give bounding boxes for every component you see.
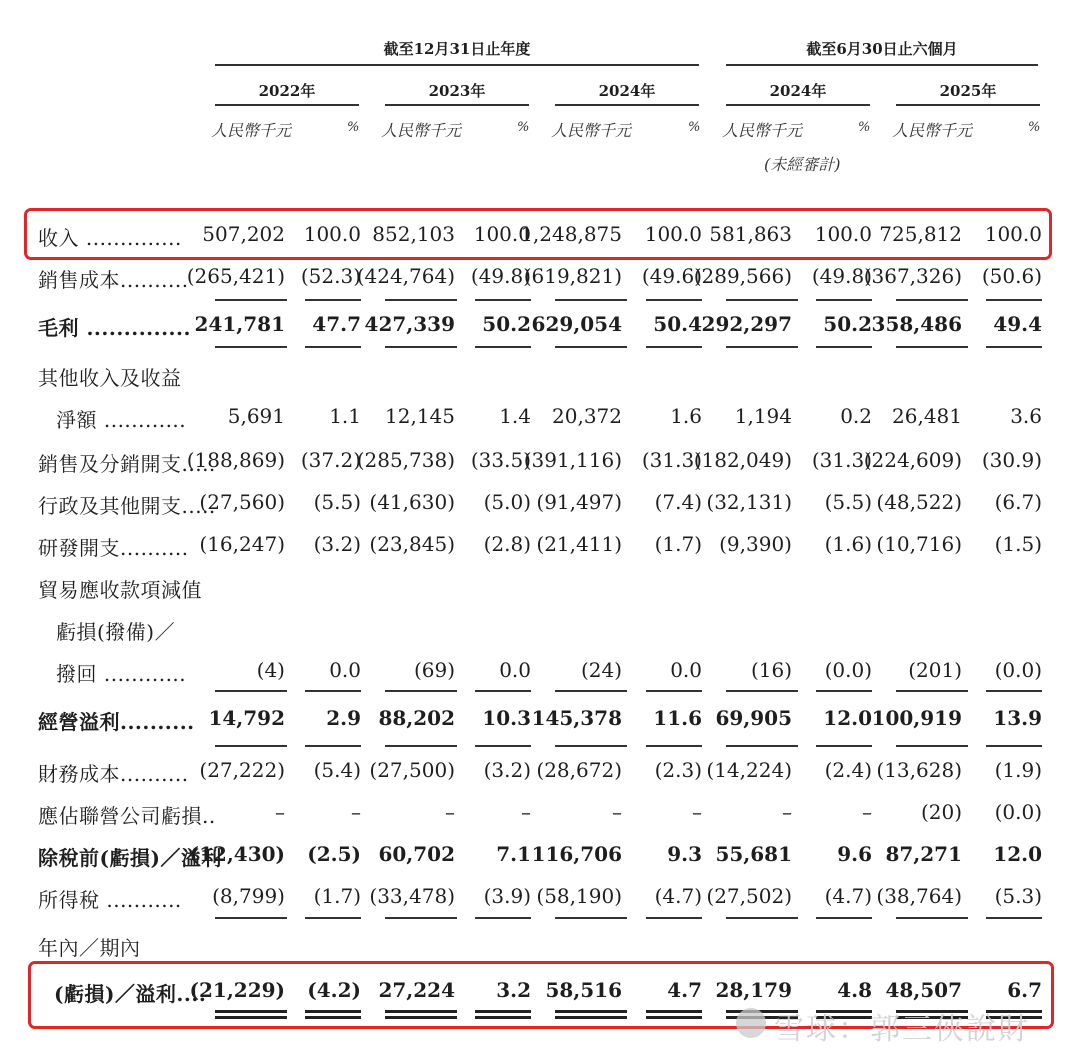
cell-percent: (6.7) [994,490,1042,514]
rule [305,917,361,919]
rule [816,346,872,348]
cell-amount: (391,116) [523,448,622,472]
cell-percent: (49.8) [811,264,872,288]
cell-amount: (27,502) [706,884,792,908]
cell-amount: (23,845) [369,532,455,556]
rule [385,346,457,348]
cell-percent: 1.6 [670,404,702,428]
cell-percent: (50.6) [981,264,1042,288]
cell-amount: 58,516 [545,978,622,1002]
cell-percent: 13.9 [993,706,1042,730]
year-underline [215,104,359,106]
cell-percent: 50.2 [823,312,872,336]
cell-amount: 14,792 [208,706,285,730]
cell-amount: – [612,800,622,824]
row-label: 毛利 .............. [38,316,191,340]
cell-amount: (188,869) [186,448,285,472]
cell-amount: – [445,800,455,824]
rule [896,690,968,692]
cell-amount: 69,905 [715,706,792,730]
cell-percent: 50.2 [482,312,531,336]
cell-amount: (367,326) [863,264,962,288]
cell-percent: 9.3 [667,842,702,866]
cell-amount: (10,716) [876,532,962,556]
cell-percent: – [351,800,361,824]
cell-amount: 292,297 [701,312,792,336]
row-label: 撥回 ............ [56,662,187,686]
cell-amount: (4) [256,658,285,682]
cell-percent: (1.7) [654,532,702,556]
cell-amount: (27,500) [369,758,455,782]
group-underline [215,64,699,66]
cell-amount: 581,863 [709,222,792,246]
row-label: 財務成本.......... [38,762,189,786]
unit-percent-label: % [1028,120,1041,135]
cell-percent: – [862,800,872,824]
rule [726,745,798,747]
cell-amount: (289,566) [693,264,792,288]
cell-percent: (2.4) [824,758,872,782]
cell-percent: (4.2) [307,978,361,1002]
cell-percent: 4.8 [837,978,872,1002]
rule [726,917,798,919]
cell-amount: – [275,800,285,824]
unit-amount-label: 人民幣千元 [551,121,632,140]
highlight-box-revenue [24,208,1052,260]
row-label: 貿易應收款項減值 [38,578,202,602]
rule [986,745,1042,747]
cell-amount: (48,522) [876,490,962,514]
watermark [730,1000,1060,1050]
cell-amount: (619,821) [523,264,622,288]
year-header: 2024年 [769,82,827,100]
cell-percent: – [521,800,531,824]
cell-percent: (1.6) [824,532,872,556]
rule [555,299,627,301]
cell-percent: (0.0) [994,800,1042,824]
cell-percent: (1.9) [994,758,1042,782]
cell-percent: (30.9) [981,448,1042,472]
rule [646,690,702,692]
cell-amount: 145,378 [531,706,622,730]
cell-amount: 358,486 [871,312,962,336]
rule [986,917,1042,919]
unaudited-note: (未經審計) [764,155,841,174]
cell-percent: (3.2) [313,532,361,556]
rule [726,346,798,348]
cell-percent: 100.0 [303,222,361,246]
cell-percent: 12.0 [993,842,1042,866]
rule [816,745,872,747]
rule [896,299,968,301]
cell-amount: 26,481 [892,404,962,428]
cell-percent: (5.5) [824,490,872,514]
cell-percent: (31.3) [641,448,702,472]
cell-percent: (1.5) [994,532,1042,556]
year-underline [726,104,870,106]
rule [475,299,531,301]
cell-amount: 55,681 [715,842,792,866]
cell-percent: (3.2) [483,758,531,782]
row-label: 銷售成本.......... [38,268,189,292]
cell-amount: 87,271 [885,842,962,866]
cell-percent: 0.0 [329,658,361,682]
cell-percent: (49.6) [641,264,702,288]
row-label: 收入 .............. [38,226,182,250]
rule [646,299,702,301]
row-label: 銷售及分銷開支..... [38,452,216,476]
cell-amount: – [782,800,792,824]
cell-percent: (5.0) [483,490,531,514]
cell-percent: (0.0) [994,658,1042,682]
cell-amount: (69) [413,658,455,682]
cell-amount: (27,560) [199,490,285,514]
cell-amount: (14,224) [706,758,792,782]
rule [305,745,361,747]
row-label: 研發開支.......... [38,536,189,560]
cell-amount: (201) [908,658,962,682]
unit-percent-label: % [858,120,871,135]
cell-amount: (21,229) [189,978,285,1002]
unit-amount-label: 人民幣千元 [892,121,973,140]
cell-percent: 0.2 [840,404,872,428]
year-header: 2022年 [258,82,316,100]
cell-percent: 12.0 [823,706,872,730]
row-label: 應佔聯營公司虧損.. [38,804,216,828]
rule [816,690,872,692]
cell-amount: 20,372 [552,404,622,428]
rule [726,299,798,301]
cell-percent: 3.2 [496,978,531,1002]
rule [475,917,531,919]
group-header-six-months: 截至6月30日止六個月 [806,40,958,58]
rule [385,299,457,301]
cell-amount: (33,478) [369,884,455,908]
rule [555,690,627,692]
rule [475,346,531,348]
cell-percent: 10.3 [482,706,531,730]
watermark-logo-icon [736,1008,766,1038]
rule [215,299,287,301]
cell-amount: (182,049) [693,448,792,472]
cell-amount: 427,339 [364,312,455,336]
rule [986,299,1042,301]
unit-percent-label: % [688,120,701,135]
unit-percent-label: % [347,120,360,135]
rule [986,690,1042,692]
rule [816,299,872,301]
rule [555,346,627,348]
row-label: 除稅前(虧損)／溢利 [38,846,222,870]
row-label: 所得稅 ........... [38,888,182,912]
cell-percent: 100.0 [984,222,1042,246]
cell-percent: (2.3) [654,758,702,782]
cell-amount: (21,411) [536,532,622,556]
rule [726,690,798,692]
cell-amount: 60,702 [378,842,455,866]
rule [986,346,1042,348]
cell-percent: (37.2) [300,448,361,472]
cell-amount: 1,194 [734,404,792,428]
cell-amount: (285,738) [356,448,455,472]
cell-percent: 1.4 [499,404,531,428]
rule [215,346,287,348]
row-label: 淨額 ............ [56,408,187,432]
cell-percent: (1.7) [313,884,361,908]
rule [385,690,457,692]
cell-percent: (5.3) [994,884,1042,908]
cell-amount: 27,224 [378,978,455,1002]
rule [385,745,457,747]
cell-percent: (4.7) [824,884,872,908]
cell-percent: 3.6 [1010,404,1042,428]
rule [215,917,287,919]
cell-amount: 48,507 [885,978,962,1002]
rule [896,745,968,747]
cell-amount: (27,222) [199,758,285,782]
year-underline [385,104,529,106]
cell-amount: (32,131) [706,490,792,514]
cell-amount: 507,202 [202,222,285,246]
cell-amount: (16,247) [199,532,285,556]
cell-amount: 725,812 [879,222,962,246]
cell-amount: (41,630) [369,490,455,514]
cell-percent: 4.7 [667,978,702,1002]
cell-percent: (4.7) [654,884,702,908]
cell-percent: 49.4 [993,312,1042,336]
rule [816,917,872,919]
unit-amount-label: 人民幣千元 [211,121,292,140]
year-underline [555,104,699,106]
cell-percent: 9.6 [837,842,872,866]
year-header: 2024年 [598,82,656,100]
cell-percent: (2.8) [483,532,531,556]
cell-percent: (0.0) [824,658,872,682]
cell-percent: (5.4) [313,758,361,782]
cell-amount: (20) [920,800,962,824]
cell-percent: (33.5) [470,448,531,472]
cell-amount: 1,248,875 [520,222,622,246]
cell-amount: (265,421) [186,264,285,288]
cell-percent: – [692,800,702,824]
unit-amount-label: 人民幣千元 [722,121,803,140]
cell-amount: 28,179 [715,978,792,1002]
rule [555,745,627,747]
cell-percent: (49.8) [470,264,531,288]
cell-percent: 0.0 [499,658,531,682]
cell-amount: 852,103 [372,222,455,246]
cell-percent: 100.0 [644,222,702,246]
cell-percent: 50.4 [653,312,702,336]
rule [646,917,702,919]
cell-amount: (91,497) [536,490,622,514]
cell-amount: (38,764) [876,884,962,908]
cell-amount: 12,145 [385,404,455,428]
cell-amount: 100,919 [871,706,962,730]
cell-amount: (24) [580,658,622,682]
rule [475,745,531,747]
rule [896,346,968,348]
cell-percent: (52.3) [300,264,361,288]
row-label: 其他收入及收益 [38,366,182,390]
cell-amount: 116,706 [531,842,622,866]
rule [305,299,361,301]
rule [555,917,627,919]
rule [215,745,287,747]
cell-percent: 6.7 [1007,978,1042,1002]
cell-percent: 11.6 [653,706,702,730]
year-header: 2023年 [428,82,486,100]
cell-amount: 5,691 [227,404,285,428]
cell-amount: (9,390) [719,532,792,556]
row-label: (虧損)／溢利.... [54,982,207,1006]
rule [305,346,361,348]
year-underline [896,104,1040,106]
rule [215,690,287,692]
rule [646,346,702,348]
cell-amount: (28,672) [536,758,622,782]
cell-amount: (224,609) [863,448,962,472]
cell-percent: (5.5) [313,490,361,514]
group-header-fiscal-year: 截至12月31日止年度 [383,40,531,58]
cell-percent: 100.0 [473,222,531,246]
cell-percent: (2.5) [307,842,361,866]
row-label: 經營溢利.......... [38,710,195,734]
cell-percent: 1.1 [329,404,361,428]
cell-percent: 2.9 [326,706,361,730]
cell-amount: (8,799) [212,884,285,908]
cell-percent: 7.1 [496,842,531,866]
unit-percent-label: % [517,120,530,135]
cell-amount: (424,764) [356,264,455,288]
cell-amount: (12,430) [189,842,285,866]
cell-percent: 0.0 [670,658,702,682]
watermark-text: 雪球：郭三俠說財 [774,1012,1030,1047]
cell-amount: 629,054 [531,312,622,336]
rule [305,690,361,692]
cell-amount: (58,190) [536,884,622,908]
cell-amount: 241,781 [194,312,285,336]
row-label: 年內／期內 [38,936,141,960]
cell-percent: (3.9) [483,884,531,908]
cell-percent: 100.0 [814,222,872,246]
cell-amount: (16) [750,658,792,682]
row-label: 虧損(撥備)／ [56,620,176,644]
group-underline [726,64,1038,66]
rule [646,745,702,747]
rule [385,917,457,919]
cell-percent: (7.4) [654,490,702,514]
row-label: 行政及其他開支..... [38,494,216,518]
year-header: 2025年 [939,82,997,100]
cell-percent: (31.3) [811,448,872,472]
cell-percent: 47.7 [312,312,361,336]
cell-amount: (13,628) [876,758,962,782]
rule [896,917,968,919]
rule [475,690,531,692]
cell-amount: 88,202 [378,706,455,730]
unit-amount-label: 人民幣千元 [381,121,462,140]
